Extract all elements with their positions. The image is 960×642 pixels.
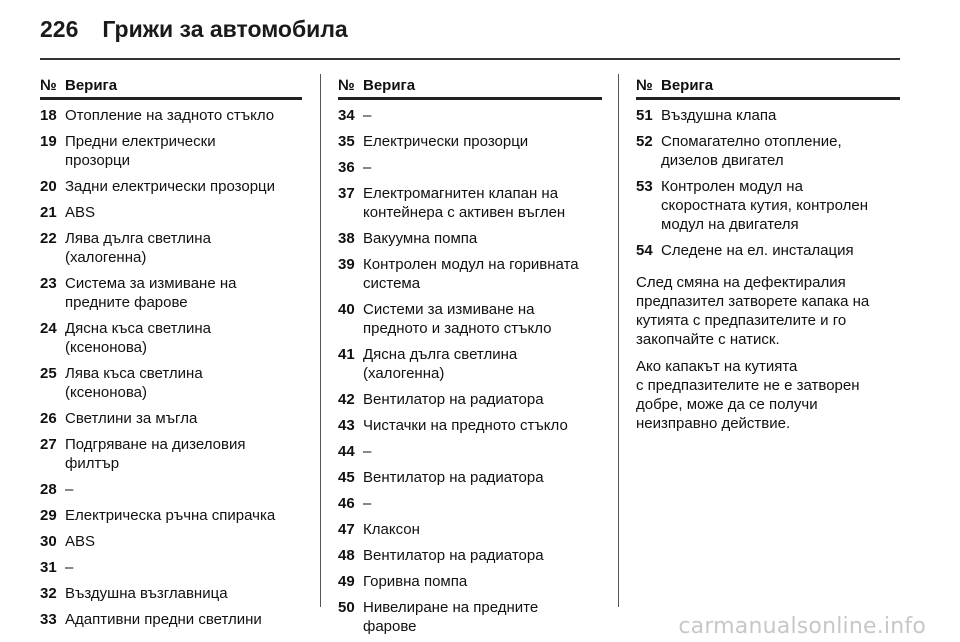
fuse-number: 24	[40, 320, 57, 337]
fuse-number: 29	[40, 507, 57, 524]
note-line: След смяна на дефектиралия	[636, 274, 846, 291]
fuse-circuit	[65, 274, 302, 312]
table-row	[40, 319, 302, 357]
circuit-line: Следене на ел. инсталация	[661, 242, 854, 259]
table-row	[40, 480, 302, 499]
note-paragraph	[636, 357, 900, 433]
table-row	[338, 468, 602, 487]
fuse-circuit	[65, 506, 302, 525]
fuse-number: 44	[338, 443, 355, 460]
fuse-circuit	[65, 532, 302, 551]
fuse-circuit	[363, 255, 602, 293]
fuse-circuit	[661, 132, 900, 170]
fuse-circuit	[65, 364, 302, 402]
fuse-number: 54	[636, 242, 653, 259]
table-row	[338, 300, 602, 338]
fuse-circuit	[363, 158, 602, 177]
circuit-line: Дясна дълга светлина	[363, 346, 518, 363]
circuit-line: Система за измиване на	[65, 275, 237, 292]
watermark: carmanualsonline.info	[678, 614, 926, 639]
fuse-circuit	[363, 520, 602, 539]
fuse-circuit	[363, 494, 602, 513]
fuse-circuit	[65, 610, 302, 629]
fuse-circuit	[65, 106, 302, 125]
fuse-number: 26	[40, 410, 57, 427]
table-row	[636, 177, 900, 234]
fuse-number: 32	[40, 585, 57, 602]
table-row	[636, 241, 900, 260]
fuse-number: 42	[338, 391, 355, 408]
circuit-line: Контролен модул на горивната	[363, 256, 579, 273]
table-row	[338, 345, 602, 383]
circuit-line: Контролен модул на	[661, 178, 803, 195]
circuit-line: –	[363, 443, 372, 460]
fuse-number: 35	[338, 133, 355, 150]
table-row	[338, 132, 602, 151]
column-divider	[320, 74, 321, 607]
circuit-line: Вентилатор на радиатора	[363, 469, 544, 486]
fuse-number: 50	[338, 599, 355, 616]
page-header	[40, 16, 348, 48]
fuse-circuit	[661, 106, 900, 125]
circuit-line: Нивелиране на предните	[363, 599, 539, 616]
table-row	[40, 106, 302, 125]
fuse-number: 52	[636, 133, 653, 150]
fuse-number: 20	[40, 178, 57, 195]
fuse-number: 19	[40, 133, 57, 150]
fuse-number: 33	[40, 611, 57, 628]
table-row	[338, 572, 602, 591]
fuse-number: 28	[40, 481, 57, 498]
table-row	[40, 203, 302, 222]
circuit-line: Вакуумна помпа	[363, 230, 478, 247]
fuse-circuit	[363, 416, 602, 435]
circuit-line: Вентилатор на радиатора	[363, 547, 544, 564]
circuit-line: Спомагателно отопление,	[661, 133, 842, 150]
table-row	[40, 610, 302, 629]
header-circuit: Верига	[65, 77, 118, 94]
table-row	[636, 106, 900, 125]
table-row	[40, 506, 302, 525]
circuit-line: –	[363, 159, 372, 176]
table-row	[338, 106, 602, 125]
circuit-line: предното и задното стъкло	[363, 320, 552, 337]
circuit-line: ABS	[65, 533, 96, 550]
note-line: Ако капакът на кутията	[636, 358, 798, 375]
fuse-number: 53	[636, 178, 653, 195]
circuit-line: предните фарове	[65, 294, 188, 311]
table-row	[338, 184, 602, 222]
table-row	[40, 177, 302, 196]
fuse-number: 21	[40, 204, 57, 221]
fuse-circuit	[363, 106, 602, 125]
fuse-column-3	[636, 76, 900, 433]
table-row	[40, 532, 302, 551]
circuit-line: (халогенна)	[65, 249, 147, 266]
fuse-circuit	[65, 203, 302, 222]
circuit-line: (ксенонова)	[65, 339, 147, 356]
fuse-circuit	[363, 132, 602, 151]
header-number: №	[338, 77, 355, 94]
fuse-number: 51	[636, 107, 653, 124]
fuse-number: 36	[338, 159, 355, 176]
fuse-circuit	[363, 229, 602, 248]
fuse-circuit	[65, 584, 302, 603]
table-row	[338, 442, 602, 461]
circuit-line: Подгряване на дизеловия	[65, 436, 246, 453]
note-line: кутията с предпазителите и го	[636, 312, 847, 329]
circuit-line: Светлини за мъгла	[65, 410, 198, 427]
fuse-number: 40	[338, 301, 355, 318]
fuse-circuit	[65, 435, 302, 473]
table-header	[338, 76, 602, 100]
circuit-line: (халогенна)	[363, 365, 445, 382]
page-number: 226	[40, 16, 79, 42]
fuse-number: 37	[338, 185, 355, 202]
circuit-line: –	[363, 495, 372, 512]
table-row	[40, 274, 302, 312]
circuit-line: модул на двигателя	[661, 216, 799, 233]
fuse-circuit	[363, 546, 602, 565]
fuse-number: 30	[40, 533, 57, 550]
circuit-line: Задни електрически прозорци	[65, 178, 276, 195]
fuse-number: 47	[338, 521, 355, 538]
circuit-line: Въздушна клапа	[661, 107, 777, 124]
fuse-number: 39	[338, 256, 355, 273]
fuse-circuit	[65, 558, 302, 577]
table-row	[40, 229, 302, 267]
fuse-circuit	[363, 300, 602, 338]
table-row	[40, 435, 302, 473]
header-rule	[40, 58, 900, 60]
table-row	[338, 158, 602, 177]
note-line: добре, може да се получи	[636, 396, 818, 413]
circuit-line: Системи за измиване на	[363, 301, 535, 318]
fuse-circuit	[65, 480, 302, 499]
circuit-line: фарове	[363, 618, 417, 635]
circuit-line: Лява къса светлина	[65, 365, 203, 382]
note-line: предпазител затворете капака на	[636, 293, 870, 310]
table-row	[338, 546, 602, 565]
fuse-number: 22	[40, 230, 57, 247]
circuit-line: –	[65, 559, 74, 576]
circuit-line: –	[363, 107, 372, 124]
table-row	[338, 416, 602, 435]
table-row	[338, 255, 602, 293]
fuse-circuit	[363, 390, 602, 409]
fuse-number: 18	[40, 107, 57, 124]
header-number: №	[40, 77, 57, 94]
fuse-circuit	[65, 409, 302, 428]
fuse-circuit	[65, 177, 302, 196]
fuse-circuit	[661, 241, 900, 260]
fuse-number: 23	[40, 275, 57, 292]
fuse-number: 34	[338, 107, 355, 124]
fuse-number: 38	[338, 230, 355, 247]
fuse-number: 45	[338, 469, 355, 486]
table-row	[40, 584, 302, 603]
circuit-line: (ксенонова)	[65, 384, 147, 401]
fuse-circuit	[65, 319, 302, 357]
circuit-line: Дясна къса светлина	[65, 320, 211, 337]
fuse-number: 46	[338, 495, 355, 512]
fuse-circuit	[363, 598, 602, 636]
table-header	[40, 76, 302, 100]
column-divider	[618, 74, 619, 607]
circuit-line: Въздушна възглавница	[65, 585, 228, 602]
circuit-line: прозорци	[65, 152, 131, 169]
fuse-circuit	[363, 468, 602, 487]
fuse-number: 31	[40, 559, 57, 576]
fuse-number: 43	[338, 417, 355, 434]
fuse-number: 48	[338, 547, 355, 564]
note-line: с предпазителите не е затворен	[636, 377, 860, 394]
fuse-circuit	[65, 229, 302, 267]
circuit-line: филтър	[65, 455, 120, 472]
fuse-circuit	[363, 442, 602, 461]
fuse-column-2	[338, 76, 602, 642]
circuit-line: Клаксон	[363, 521, 420, 538]
circuit-line: контейнера с активен въглен	[363, 204, 566, 221]
circuit-line: Отопление на задното стъкло	[65, 107, 275, 124]
table-row	[636, 132, 900, 170]
table-row	[40, 364, 302, 402]
header-circuit: Верига	[661, 77, 714, 94]
note-paragraph	[636, 273, 900, 349]
circuit-line: Горивна помпа	[363, 573, 468, 590]
fuse-number: 27	[40, 436, 57, 453]
note-line: закопчайте с натиск.	[636, 331, 780, 348]
circuit-line: Електрическа ръчна спирачка	[65, 507, 276, 524]
fuse-number: 49	[338, 573, 355, 590]
circuit-line: дизелов двигател	[661, 152, 784, 169]
circuit-line: Лява дълга светлина	[65, 230, 211, 247]
header-circuit: Верига	[363, 77, 416, 94]
circuit-line: –	[65, 481, 74, 498]
fuse-number: 41	[338, 346, 355, 363]
table-row	[338, 520, 602, 539]
circuit-line: ABS	[65, 204, 96, 221]
circuit-line: Адаптивни предни светлини	[65, 611, 262, 628]
table-row	[338, 229, 602, 248]
fuse-circuit	[65, 132, 302, 170]
fuse-circuit	[661, 177, 900, 234]
note-line: неизправно действие.	[636, 415, 791, 432]
header-number: №	[636, 77, 653, 94]
circuit-line: Чистачки на предното стъкло	[363, 417, 568, 434]
fuse-number: 25	[40, 365, 57, 382]
fuse-circuit	[363, 345, 602, 383]
page-title: Грижи за автомобила	[102, 16, 348, 42]
circuit-line: система	[363, 275, 421, 292]
table-row	[40, 132, 302, 170]
circuit-line: Вентилатор на радиатора	[363, 391, 544, 408]
table-row	[40, 409, 302, 428]
table-row	[338, 390, 602, 409]
circuit-line: скоростната кутия, контролен	[661, 197, 869, 214]
fuse-circuit	[363, 184, 602, 222]
fuse-column-1	[40, 76, 302, 636]
circuit-line: Електромагнитен клапан на	[363, 185, 559, 202]
fuse-circuit	[363, 572, 602, 591]
table-header	[636, 76, 900, 100]
table-row	[338, 494, 602, 513]
circuit-line: Електрически прозорци	[363, 133, 529, 150]
circuit-line: Предни електрически	[65, 133, 216, 150]
table-row	[338, 598, 602, 636]
table-row	[40, 558, 302, 577]
